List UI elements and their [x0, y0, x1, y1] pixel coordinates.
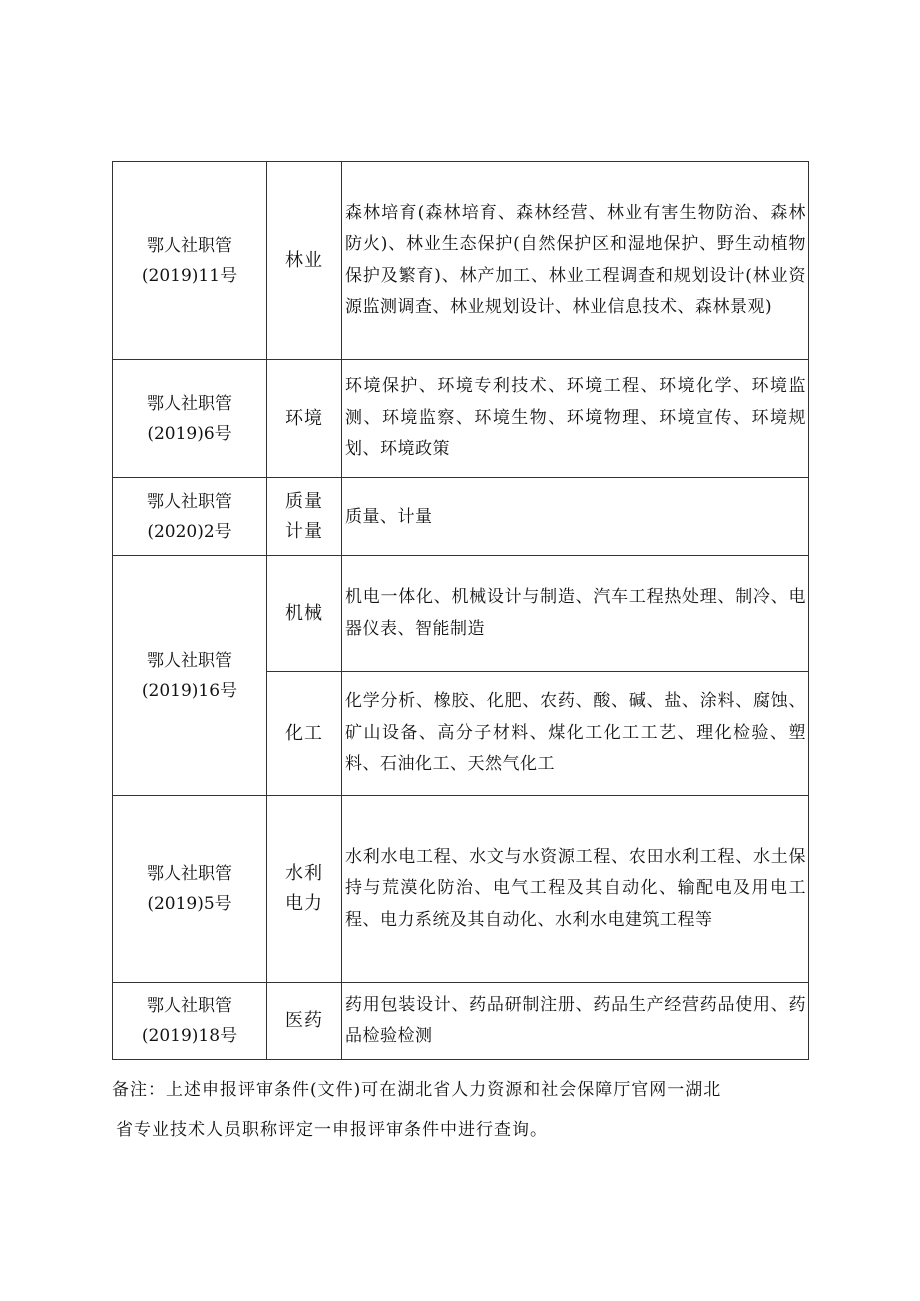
- category-cell: [267, 796, 342, 983]
- category-cell: [267, 360, 342, 478]
- footnote-line: 备注：上述申报评审条件(文件)可在湖北省人力资源和社会保障厅官网一湖北: [112, 1080, 722, 1100]
- table-row: [113, 162, 809, 360]
- document-number: (2019)11号: [141, 265, 238, 286]
- document-number-cell: [113, 478, 267, 556]
- category-label: 化工: [285, 722, 323, 744]
- document-number: (2019)5号: [147, 894, 232, 914]
- description-cell: 机电一体化、机械设计与制造、汽车工程热处理、制冷、电器仪表、智能制造: [342, 556, 809, 672]
- document-number: (2019)16号: [141, 680, 238, 701]
- category-label: 计量: [285, 520, 323, 542]
- document-issuer: 鄂人社职管: [147, 650, 232, 671]
- document-number-cell: [113, 556, 267, 796]
- table-row: [113, 478, 809, 556]
- description-cell: 药用包装设计、药品研制注册、药品生产经营药品使用、药品检验检测: [342, 983, 809, 1060]
- document-issuer: 鄂人社职管: [147, 393, 232, 414]
- category-label: 机械: [285, 602, 323, 624]
- category-label: 医药: [285, 1010, 323, 1031]
- footnote: [112, 1070, 812, 1150]
- category-cell: [267, 983, 342, 1060]
- category-cell: [267, 478, 342, 556]
- category-label: 林业: [285, 249, 323, 271]
- table-row: [113, 796, 809, 983]
- table-row: [113, 360, 809, 478]
- document-number-cell: [113, 360, 267, 478]
- category-cell: [267, 162, 342, 360]
- document-issuer: 鄂人社职管: [147, 864, 232, 884]
- qualification-table: [112, 161, 809, 1060]
- description-cell: 化学分析、橡胶、化肥、农药、酸、碱、盐、涂料、腐蚀、矿山设备、高分子材料、煤化工化工工艺、理化检验、塑料、石油化工、天然气化工: [342, 672, 809, 796]
- description-cell: 森林培育(森林培育、森林经营、林业有害生物防治、森林防火)、林业生态保护(自然保护区和湿地保护、野生动植物保护及繁育)、林产加工、林业工程调查和规划设计(林业资源监测调查、林业规划设计、林业信息技术、森林景观): [342, 162, 809, 360]
- document-number-cell: [113, 162, 267, 360]
- document-number-cell: [113, 796, 267, 983]
- document-number-cell: [113, 983, 267, 1060]
- category-label: 电力: [285, 893, 323, 914]
- document-number: (2019)18号: [141, 1026, 238, 1046]
- document-issuer: 鄂人社职管: [147, 996, 232, 1016]
- description-cell: 质量、计量: [342, 478, 809, 556]
- table-row: [113, 556, 809, 672]
- category-label: 质量: [285, 490, 323, 512]
- document-issuer: 鄂人社职管: [147, 235, 232, 256]
- category-label: 水利: [285, 863, 323, 884]
- document-number: (2019)6号: [147, 423, 232, 444]
- description-cell: 环境保护、环境专利技术、环境工程、环境化学、环境监测、环境监察、环境生物、环境物理、环境宣传、环境规划、环境政策: [342, 360, 809, 478]
- footnote-line: 省专业技术人员职称评定一申报评审条件中进行查询。: [116, 1120, 548, 1140]
- category-cell: [267, 672, 342, 796]
- document-number: (2020)2号: [147, 521, 232, 542]
- description-cell: 水利水电工程、水文与水资源工程、农田水利工程、水土保持与荒漠化防治、电气工程及其自动化、输配电及用电工程、电力系统及其自动化、水利水电建筑工程等: [342, 796, 809, 983]
- document-issuer: 鄂人社职管: [147, 491, 232, 512]
- table-row: [113, 983, 809, 1060]
- category-cell: [267, 556, 342, 672]
- category-label: 环境: [285, 407, 323, 429]
